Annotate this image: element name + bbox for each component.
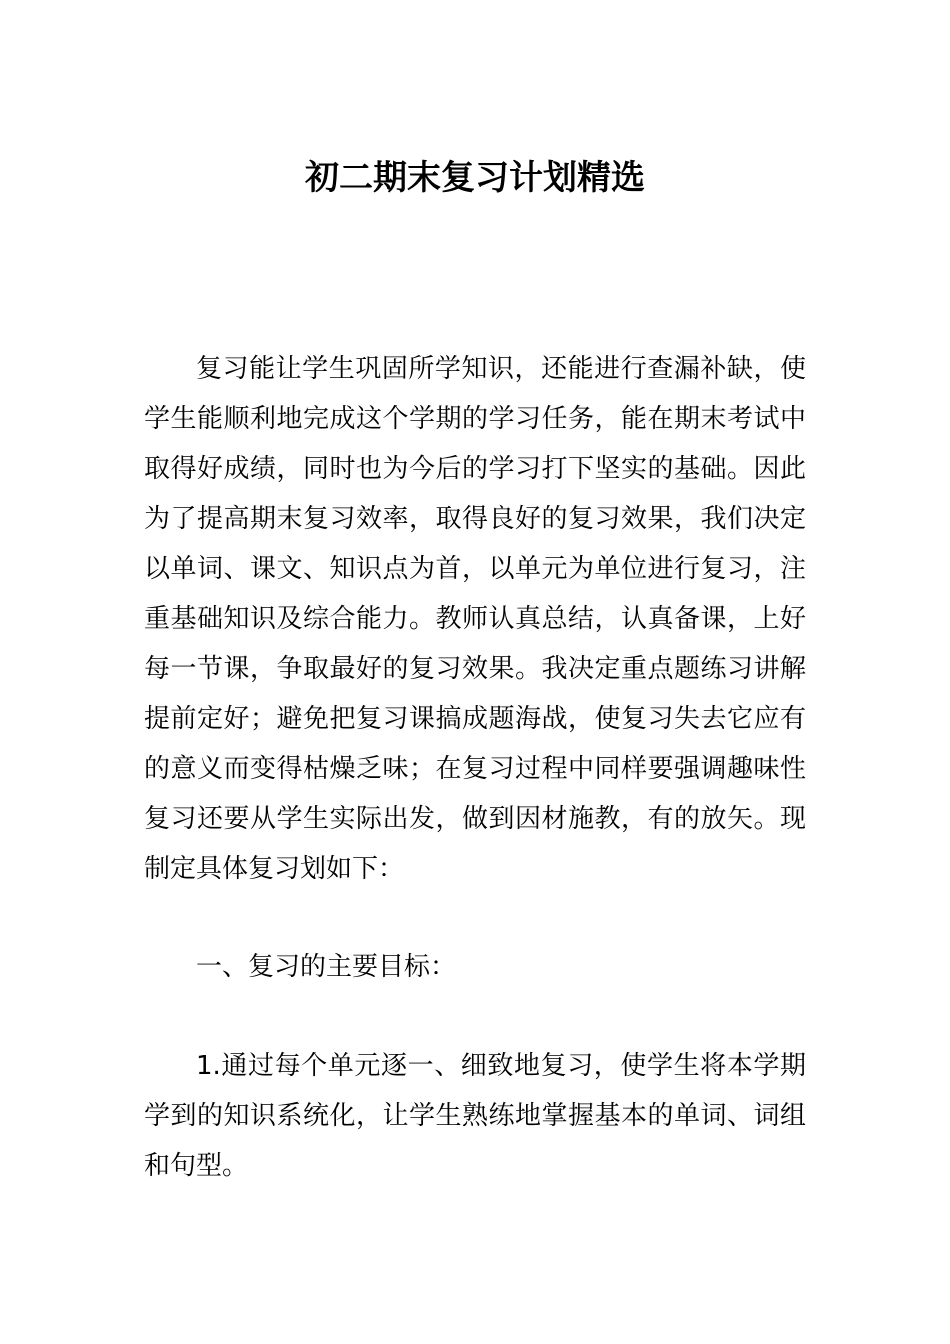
document-title: 初二期末复习计划精选 [305, 158, 645, 198]
section-heading: 一、复习的主要目标： [196, 952, 457, 982]
goal-item-paragraph: 1.通过每个单元逐一、细致地复习，使学生将本学期学到的知识系统化，让学生熟练地掌握基本的单词、词组和句型。 [144, 1051, 806, 1181]
intro-paragraph: 复习能让学生巩固所学知识，还能进行查漏补缺，使学生能顺利地完成这个学期的学习任务，能在期末考试中取得好成绩，同时也为今后的学习打下坚实的基础。因此为了提高期末复习效率，取得良好的复习效果，我们决定以单词、课文、知识点为首，以单元为单位进行复习，注重基础知识及综合能力。教师认真总结，认真备课，上好每一节课，争取最好的复习效果。我决定重点题练习讲解提前定好；避免把复习课搞成题海战，使复习失去它应有的意义而变得枯燥乏味；在复习过程中同样要强调趣味性复习还要从学生实际出发，做到因材施教，有的放矢。现制定具体复习划如下： [144, 354, 806, 884]
